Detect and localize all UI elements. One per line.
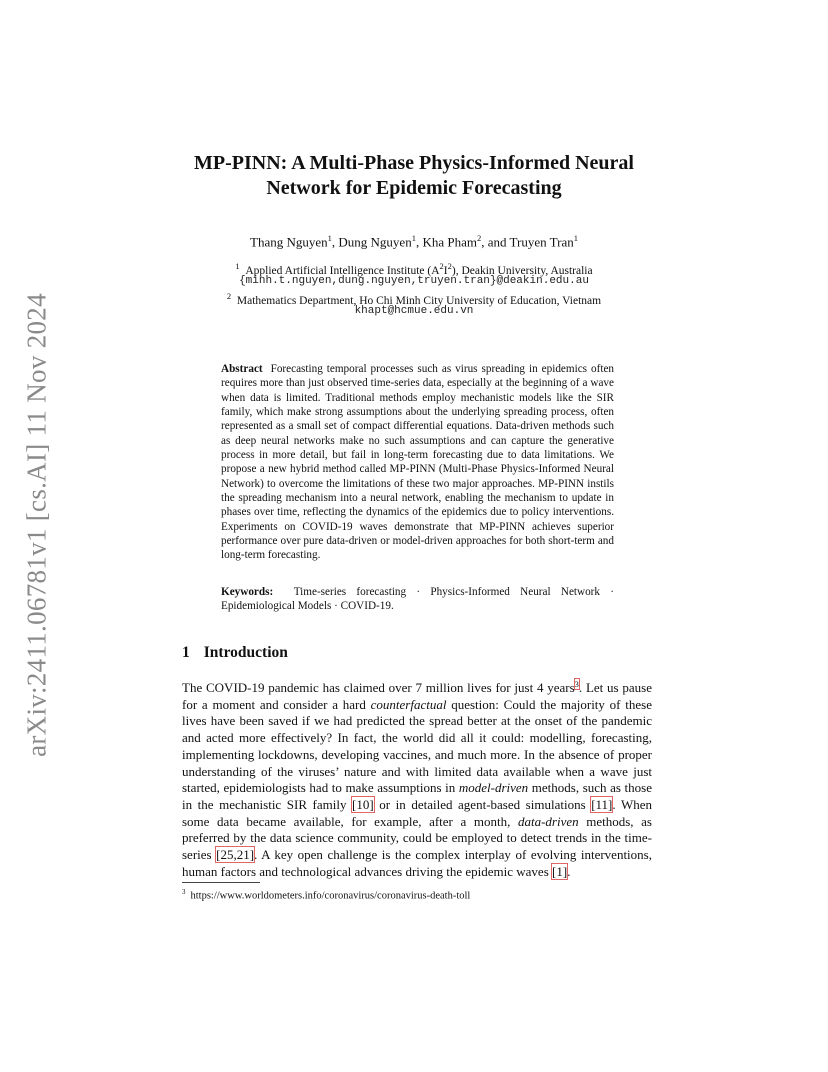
author-affiliation-mark: 1 bbox=[573, 233, 578, 243]
italic-term: model-driven bbox=[458, 780, 529, 796]
author-separator: , bbox=[415, 234, 423, 250]
abstract-text: Forecasting temporal processes such as virus spreading in epidemics often requires more than just observed time-series data, especially at the beginning of a wave when data is limited. Traditional methods employ mechanistic models like the SIR family, which make strong assumptions about the underlying spreading process, often represented as a small set of compact differential equations. Data-driven methods such as deep neural networks make no such assumptions and can capture the generative process in more detail, but fail in long-term forecasting due to data limitations. We propose a new hybrid method called MP-PINN (Multi-Phase Physics-Informed Neural Network) to overcome the limitations of these two major approaches. MP-PINN instils the spreading mechanism into a neural network, enabling the mechanism to update in phases over time, reflecting the dynamics of the epidemics due to policy interventions. Experiments on COVID-19 waves demonstrate that MP-PINN achieves superior performance over pure data-driven or model-driven approaches for both short-term and long-term forecasting. bbox=[221, 363, 614, 562]
keywords bbox=[221, 585, 614, 614]
body-text: . bbox=[567, 863, 571, 879]
author-separator: , bbox=[331, 234, 339, 250]
citation-link[interactable]: [11] bbox=[591, 796, 613, 812]
affiliation-text: ), Deakin University, Australia bbox=[451, 264, 593, 277]
author-name: Kha Pham bbox=[422, 234, 477, 250]
footnote-link[interactable]: 3 bbox=[574, 678, 579, 689]
author-name: Truyen Tran bbox=[509, 234, 574, 250]
italic-term: counterfactual bbox=[370, 696, 447, 712]
footnote-url[interactable]: https://www.worldometers.info/coronavirus/coronavirus-death-toll bbox=[190, 890, 471, 902]
body-text: or in detailed agent-based simulations bbox=[373, 796, 592, 812]
affiliation-mark: 1 bbox=[235, 261, 240, 271]
footnote-rule bbox=[182, 882, 260, 883]
body-text: . Let us pause for a moment and consider a hard bbox=[182, 680, 652, 712]
section-number: 1 bbox=[182, 644, 190, 661]
footnote-mark: 3 bbox=[182, 888, 186, 896]
citation-link[interactable]: [1] bbox=[552, 863, 568, 879]
affiliation-1-email: {minh.t.nguyen,dung.nguyen,truyen.tran}@deakin.edu.au bbox=[239, 275, 589, 287]
abstract-label: Abstract bbox=[221, 363, 263, 375]
author-list bbox=[150, 229, 678, 251]
keywords-text: Time-series forecasting · Physics-Informed Neural Network · Epidemiological Models · COVID-19. bbox=[221, 586, 614, 613]
body-text: methods, such as those in the mechanistic SIR family bbox=[182, 780, 652, 812]
author-name: Dung Nguyen bbox=[338, 234, 412, 250]
affiliation-text: Mathematics Department, Ho Chi Minh City University of Education, Vietnam bbox=[236, 294, 602, 307]
section-title: Introduction bbox=[203, 644, 288, 661]
affiliation-2-email: khapt@hcmue.edu.vn bbox=[354, 305, 474, 317]
author-separator: , and bbox=[481, 234, 510, 250]
body-text: . A key open challenge is the complex interplay of evolving interventions, human factors and technological advances driving the epidemic waves bbox=[182, 847, 652, 879]
paper-title bbox=[150, 151, 678, 201]
author-affiliation-mark: 1 bbox=[327, 233, 332, 243]
citation-link[interactable]: [25,21] bbox=[216, 847, 255, 863]
footnote bbox=[182, 885, 470, 904]
title-line-1: MP-PINN: A Multi-Phase Physics-Informed Neural bbox=[194, 152, 634, 174]
body-text: methods, as preferred by the data science community, could be employed to detect trends in the time-series bbox=[182, 813, 652, 863]
affiliation-superscript: 2 bbox=[439, 261, 444, 271]
citation-link[interactable]: [10] bbox=[352, 796, 374, 812]
affiliation-superscript: 2 bbox=[447, 261, 452, 271]
abstract bbox=[221, 362, 614, 563]
body-text: question: Could the majority of these lives have been saved if we had predicted the spread better at the onset of the pandemic and acted more effectively? In fact, the world did all it could: modelling, forecasting, implementing lockdowns, developing vaccines, and much more. In the absence of proper understanding of the viruses’ nature and with limited data available when a wave just started, epidemiologists had to make assumptions in bbox=[182, 696, 652, 796]
affiliation-text: Applied Artificial Intelligence Institute (A bbox=[245, 264, 440, 277]
affiliation-text: I bbox=[443, 264, 448, 277]
body-text: . When some data became available, for example, after a month, bbox=[182, 796, 652, 829]
introduction-paragraph bbox=[182, 680, 652, 880]
title-line-2: Network for Epidemic Forecasting bbox=[266, 177, 562, 199]
keywords-label: Keywords: bbox=[221, 586, 274, 598]
affiliation-mark: 2 bbox=[226, 291, 232, 301]
arxiv-identifier-stamp: arXiv:2411.06781v1 [cs.AI] 11 Nov 2024 bbox=[21, 293, 52, 757]
author-affiliation-mark: 1 bbox=[411, 233, 416, 243]
author-affiliation-mark: 2 bbox=[476, 233, 482, 243]
body-text: The COVID-19 pandemic has claimed over 7 million lives for just 4 years bbox=[182, 680, 575, 695]
italic-term: data-driven bbox=[517, 813, 579, 829]
section-heading bbox=[182, 644, 288, 662]
author-name: Thang Nguyen bbox=[250, 234, 328, 250]
